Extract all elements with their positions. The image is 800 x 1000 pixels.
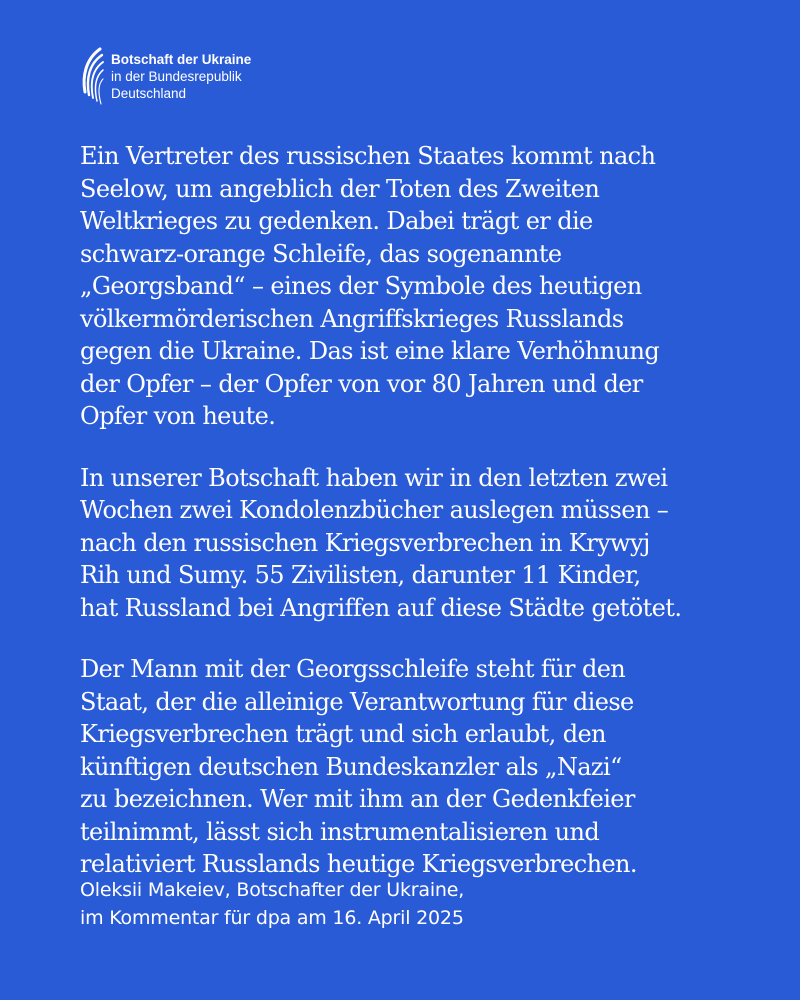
embassy-name-line-1: Botschaft der Ukraine [111,52,252,67]
statement-paragraph-1 [80,140,780,433]
text-line: völkermörderischen Angriffskrieges Russlands [80,304,624,333]
embassy-logo [80,46,251,108]
text-line: teilnimmt, lässt sich instrumentalisieren und [80,817,600,846]
statement-text [80,140,780,910]
text-line: künftigen deutschen Bundeskanzler als „Nazi“ [80,752,622,781]
text-line: Wochen zwei Kondolenzbücher auslegen müssen – [80,496,669,524]
text-line: Rih und Sumy. 55 Zivilisten, darunter 11 Kinder, [80,561,641,589]
text-line: nach den russischen Kriegsverbrechen in Krywyj [80,528,650,557]
text-line: Kriegsverbrechen trägt und sich erlaubt, den [80,720,606,748]
text-line: Der Mann mit der Georgsschleife steht für den [80,655,626,683]
statement-paragraph-2 [80,462,780,625]
text-line: In unserer Botschaft haben wir in den letzten zwei [80,463,668,492]
text-line: zu bezeichnen. Wer mit ihm an der Gedenkfeier [80,785,635,813]
text-line: der Opfer – der Opfer von vor 80 Jahren und der [80,369,643,398]
text-line: schwarz-orange Schleife, das sogenannte [80,239,562,268]
text-line: Weltkrieges zu gedenken. Dabei trägt er die [80,207,593,235]
embassy-name-line-2: in der Bundesrepublik [111,69,242,84]
text-line: Ein Vertreter des russischen Staates kommt nach [80,142,656,170]
text-line: relativiert Russlands heutige Kriegsverbrechen. [80,850,637,878]
embassy-name [111,46,251,102]
attribution [80,876,464,932]
text-line: „Georgsband“ – eines der Symbole des heutigen [80,272,642,300]
text-line: hat Russland bei Angriffen auf diese Städte getötet. [80,593,682,622]
text-line: Opfer von heute. [80,402,276,430]
text-line: Seelow, um angeblich der Toten des Zweiten [80,174,600,203]
text-line: Staat, der die alleinige Verantwortung für diese [80,687,634,716]
embassy-name-line-3: Deutschland [111,86,187,101]
attribution-source: im Kommentar für dpa am 16. April 2025 [80,907,464,929]
embassy-emblem-icon [80,46,104,108]
text-line: gegen die Ukraine. Das ist eine klare Verhöhnung [80,337,660,365]
statement-paragraph-3 [80,653,780,881]
attribution-author: Oleksii Makeiev, Botschafter der Ukraine, [80,879,465,901]
